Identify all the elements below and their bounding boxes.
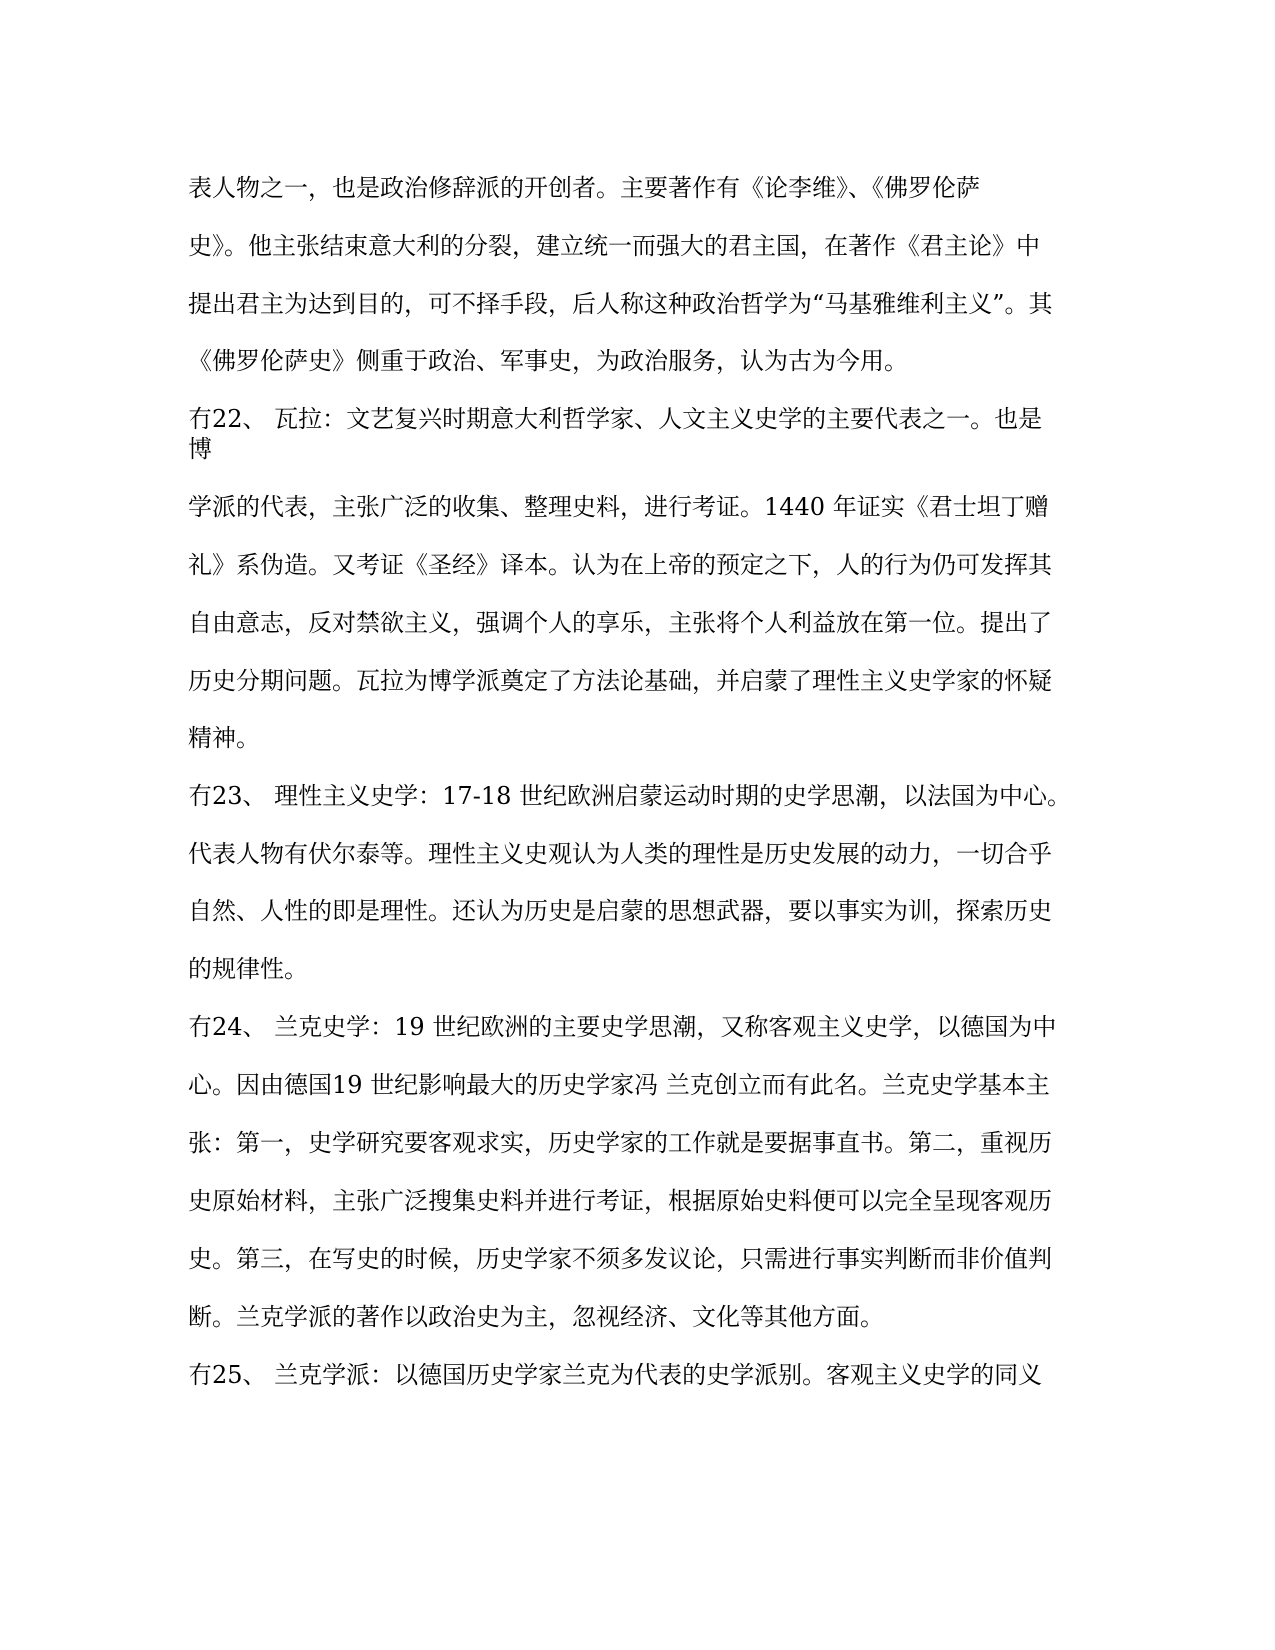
text-line: 的规律性。	[188, 955, 308, 983]
text-line: 自然、人性的即是理性。还认为历史是启蒙的思想武器，要以事实为训，探索历史	[188, 897, 1052, 925]
text-line: 历史分期问题。瓦拉为博学派奠定了方法论基础，并启蒙了理性主义史学家的怀疑	[188, 667, 1052, 695]
text-line: 提出君主为达到目的，可不择手段，后人称这种政治哲学为“马基雅维利主义”。其	[188, 290, 1053, 318]
entry-22-heading: 冇22、 瓦拉：文艺复兴时期意大利哲学家、人文主义史学的主要代表之一。也是	[188, 405, 1043, 433]
text-line: 礼》系伪造。又考证《圣经》译本。认为在上帝的预定之下，人的行为仍可发挥其	[188, 551, 1052, 579]
text-line: 博	[188, 435, 212, 463]
text-line: 张：第一，史学研究要客观求实，历史学家的工作就是要据事直书。第二，重视历	[188, 1129, 1052, 1157]
text-line: 史》。他主张结束意大利的分裂，建立统一而强大的君主国，在著作《君主论》中	[188, 232, 1040, 260]
text-line: 代表人物有伏尔泰等。理性主义史观认为人类的理性是历史发展的动力，一切合乎	[188, 840, 1052, 868]
entry-24-heading: 冇24、 兰克史学：19 世纪欧洲的主要史学思潮，又称客观主义史学，以德国为中	[188, 1013, 1057, 1041]
text-line: 史。第三，在写史的时候，历史学家不须多发议论，只需进行事实判断而非价值判	[188, 1245, 1052, 1273]
text-line: 心。因由德国19 世纪影响最大的历史学家冯 兰克创立而有此名。兰克史学基本主	[188, 1071, 1050, 1099]
text-line: 精神。	[188, 724, 260, 752]
text-line: 史原始材料，主张广泛搜集史料并进行考证，根据原始史料便可以完全呈现客观历	[188, 1187, 1052, 1215]
text-line: 断。兰克学派的著作以政治史为主，忽视经济、文化等其他方面。	[188, 1303, 884, 1331]
text-line: 学派的代表，主张广泛的收集、整理史料，进行考证。1440 年证实《君士坦丁赠	[188, 493, 1049, 521]
text-line: 表人物之一，也是政治修辞派的开创者。主要著作有《论李维》、《佛罗伦萨	[188, 174, 980, 202]
text-line: 《佛罗伦萨史》侧重于政治、军事史，为政治服务，认为古为今用。	[188, 347, 908, 375]
entry-25-heading: 冇25、 兰克学派：以德国历史学家兰克为代表的史学派别。客观主义史学的同义	[188, 1361, 1043, 1389]
entry-23-heading: 冇23、 理性主义史学：17-18 世纪欧洲启蒙运动时期的史学思潮，以法国为中心。	[188, 782, 1071, 810]
text-line: 自由意志，反对禁欲主义，强调个人的享乐，主张将个人利益放在第一位。提出了	[188, 609, 1052, 637]
